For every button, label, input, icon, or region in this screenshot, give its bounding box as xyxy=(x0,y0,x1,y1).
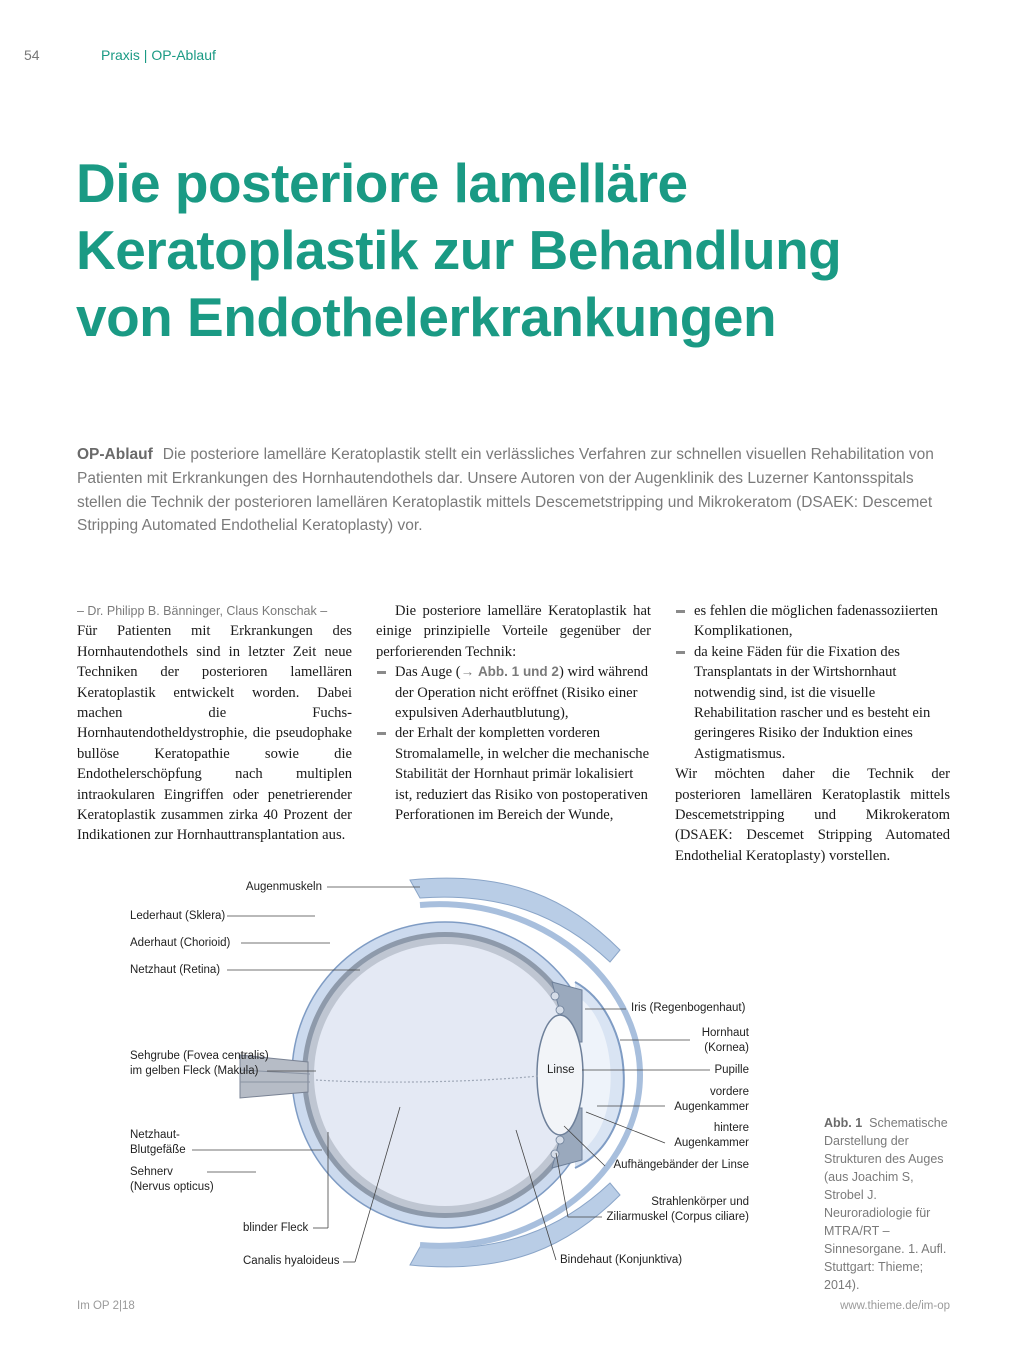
figure-ref-label: Abb. 1 und 2 xyxy=(477,664,559,680)
page-header xyxy=(24,47,216,63)
label-line: Sehnerv xyxy=(130,1166,173,1178)
footer-issue: Im OP 2|18 xyxy=(77,1300,135,1312)
column-2 xyxy=(376,601,651,825)
arrow-right-icon: → xyxy=(460,664,475,680)
label-hornhaut xyxy=(702,1026,749,1056)
label-line: Strahlenkörper und xyxy=(651,1196,749,1208)
advantages-list-2 xyxy=(675,601,950,764)
label-vordere-augenkammer xyxy=(674,1085,749,1115)
authors-line: – Dr. Philipp B. Bänninger, Claus Konschak – xyxy=(77,604,328,618)
column-3 xyxy=(675,601,950,866)
label-augenmuskeln: Augenmuskeln xyxy=(245,881,322,893)
figure-reference[interactable] xyxy=(461,664,559,679)
label-sehgrube xyxy=(130,1049,269,1079)
label-line: im gelben Fleck (Makula) xyxy=(130,1065,259,1077)
col3-paragraph: Wir möchten daher die Technik der posterioren lamellären Keratoplastik mittels Descemetstripping und Mikrokeratom (DSAEK: Descemet Stripping Automated Endothelial Keratoplasty) vorstellen. xyxy=(675,766,950,864)
label-line: Hornhaut xyxy=(701,1027,749,1039)
list-item: da keine Fäden für die Fixation des Transplantats in der Wirtshornhaut notwendig sind, ist die visuelle Rehabilitation rascher und es besteht ein geringeres Risiko der Induktion eines Astigmatismus. xyxy=(675,642,950,764)
label-bindehaut: Bindehaut (Konjunktiva) xyxy=(560,1254,683,1266)
label-line: (Kornea) xyxy=(704,1042,749,1054)
page-number: 54 xyxy=(24,47,40,63)
article-title: Die posteriore lamelläre Keratoplastik zur Behandlung von Endothelerkrankungen xyxy=(76,152,842,348)
label-line: Augenkammer xyxy=(674,1101,749,1113)
caption-label: Abb. 1 xyxy=(824,1116,863,1130)
figure-caption xyxy=(824,1114,954,1294)
label-line: (Nervus opticus) xyxy=(130,1181,214,1193)
label-canalis: Canalis hyaloideus xyxy=(243,1255,340,1267)
label-aufhaengebaender: Aufhängebänder der Linse xyxy=(613,1159,749,1171)
list-item xyxy=(376,662,651,723)
lead-paragraph xyxy=(77,443,937,538)
footer-url[interactable]: www.thieme.de/im-op xyxy=(840,1300,950,1312)
advantages-list-1 xyxy=(376,662,651,825)
label-line: Augenkammer xyxy=(674,1137,749,1149)
label-lederhaut: Lederhaut (Sklera) xyxy=(130,910,226,922)
label-line: Ziliarmuskel (Corpus ciliare) xyxy=(606,1211,749,1223)
label-blutgefaesse xyxy=(130,1128,186,1158)
section-label: Praxis | OP-Ablauf xyxy=(101,47,216,63)
list-item: es fehlen die möglichen fadenassoziierten Komplikationen, xyxy=(675,601,950,642)
col2-intro: Die posteriore lamelläre Keratoplastik hat einige prinzipielle Vorteile gegenüber der perforierenden Technik: xyxy=(376,603,651,660)
label-blinder-fleck: blinder Fleck xyxy=(243,1222,309,1234)
label-line: hintere xyxy=(713,1122,749,1134)
label-line: Sehgrube (Fovea centralis) xyxy=(130,1050,269,1062)
eye-diagram-figure xyxy=(120,870,760,1275)
label-hintere-augenkammer xyxy=(674,1121,749,1151)
lead-kicker: OP-Ablauf xyxy=(77,446,153,463)
label-aderhaut: Aderhaut (Chorioid) xyxy=(130,937,231,949)
column-1 xyxy=(77,601,352,846)
label-line: Blutgefäße xyxy=(130,1144,186,1156)
label-iris: Iris (Regenbogenhaut) xyxy=(631,1002,746,1014)
list-item-text: ) wird während der Operation nicht eröffnet (Risiko einer expulsiven Aderhautblutung), xyxy=(395,664,649,722)
list-item-text: Das Auge ( xyxy=(395,664,461,681)
label-line: vordere xyxy=(710,1086,749,1098)
label-strahlenkoerper xyxy=(607,1195,750,1225)
col1-paragraph: Für Patienten mit Erkrankungen des Hornhautendothels sind in letzter Zeit neue Techniken der posterioren lamellären Keratoplastik entwickelt worden. Dabei machen die Fuchs-Hornhautendotheldystrophie, die pseudophake bullöse Keratopathie sowie die Endothelerschöpfung nach multiplen intraokularen Eingriffen oder penetrierender Keratoplastik zusammen zirka 40 Prozent der Indikationen zur Hornhauttransplantation aus. xyxy=(77,623,352,844)
label-pupille: Pupille xyxy=(714,1064,749,1076)
label-sehnerv xyxy=(130,1165,214,1195)
list-item: der Erhalt der kompletten vorderen Stromalamelle, in welcher die mechanische Stabilität der Hornhaut primär lokalisiert ist, reduziert das Risiko von postoperativen Perforationen im Bereich der Wunde, xyxy=(376,723,651,825)
lead-text: Die posteriore lamelläre Keratoplastik stellt ein verlässliches Verfahren zur schnellen visuellen Rehabilitation von Patienten mit Erkrankungen des Hornhautendothels dar. Unsere Autoren von der Augenklinik des Luzerner Kantonsspitals stellen die Technik der posterioren lamellären Keratoplastik mittels Descemetstripping und Mikrokeratom (DSAEK: Descemet Stripping Automated Endothelial Keratoplasty) vor. xyxy=(77,446,934,535)
label-line: Netzhaut- xyxy=(130,1129,180,1141)
caption-text: Schematische Darstellung der Strukturen des Auges (aus Joachim S, Strobel J. Neuroradiologie für MTRA/RT – Sinnesorgane. 1. Aufl. Stuttgart: Thieme; 2014). xyxy=(824,1116,948,1292)
label-netzhaut: Netzhaut (Retina) xyxy=(130,964,221,976)
label-linse: Linse xyxy=(547,1064,575,1076)
